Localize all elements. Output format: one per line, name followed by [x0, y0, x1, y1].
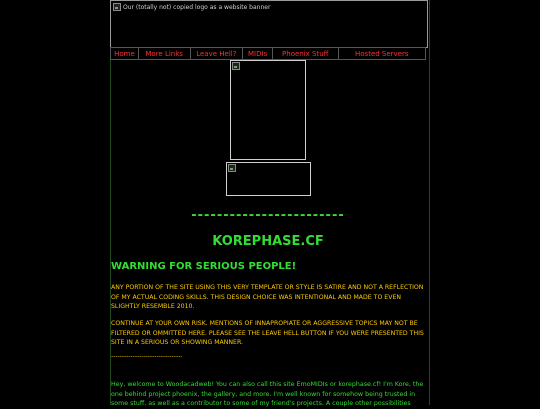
- section-divider: ---------------------------------: [111, 353, 183, 360]
- nav-midis[interactable]: MIDIs: [243, 48, 273, 59]
- nav-home[interactable]: Home: [111, 48, 139, 59]
- broken-image-icon: [113, 3, 121, 11]
- image-placeholder-small: [226, 162, 311, 196]
- nav-bar: [110, 47, 426, 60]
- banner-alt-text: Our (totally not) copied logo as a website banner: [123, 3, 271, 11]
- broken-image-icon: [232, 62, 240, 70]
- intro-paragraph: Hey, welcome to Woodacadweb! You can also call this site EmoMIDIs or korephase.cf! I'm Kore, the one behind project phoenix, the gallery, and more. I'm well known for somehow being trusted in some stuff, as well as a contributor to some of my friend's projects. A couple other possibilities: [111, 381, 424, 407]
- broken-image-icon: [228, 164, 236, 172]
- nav-phoenix-stuff[interactable]: Phoenix Stuff: [273, 48, 339, 59]
- image-placeholder-large: [230, 60, 306, 160]
- nav-more-links[interactable]: More Links: [139, 48, 191, 59]
- site-title: KOREPHASE.CF: [212, 234, 324, 249]
- site-banner: [110, 0, 428, 48]
- banner-image: [113, 3, 270, 11]
- nav-leave-hell[interactable]: Leave Hell?: [191, 48, 244, 59]
- nav-hosted-servers[interactable]: Hosted Servers: [355, 49, 409, 58]
- warning-paragraph-2: CONTINUE AT YOUR OWN RISK. MENTIONS OF INNAPROPIATE OR AGGRESSIVE TOPICS MAY NOT BE FILTERED OR OMMITTED HERE. PLEASE SEE THE LEAVE HELL BUTTON IF YOU WERE PRESENTED THIS SITE IN A SERIOUS OR SHOWING MANNER.: [111, 320, 424, 346]
- warning-paragraph-1: ANY PORTION OF THE SITE USING THIS VERY TEMPLATE OR STYLE IS SATIRE AND NOT A REFLECTION OF MY ACTUAL CODING SKILLS. THIS DESIGN CHOICE WAS INTENTIONAL AND MADE TO EVEN SLIGHTLY RESEMBLE 2010.: [111, 284, 424, 310]
- dash-divider: ------------------------: [191, 208, 345, 223]
- warning-heading: WARNING FOR SERIOUS PEOPLE!: [111, 261, 297, 272]
